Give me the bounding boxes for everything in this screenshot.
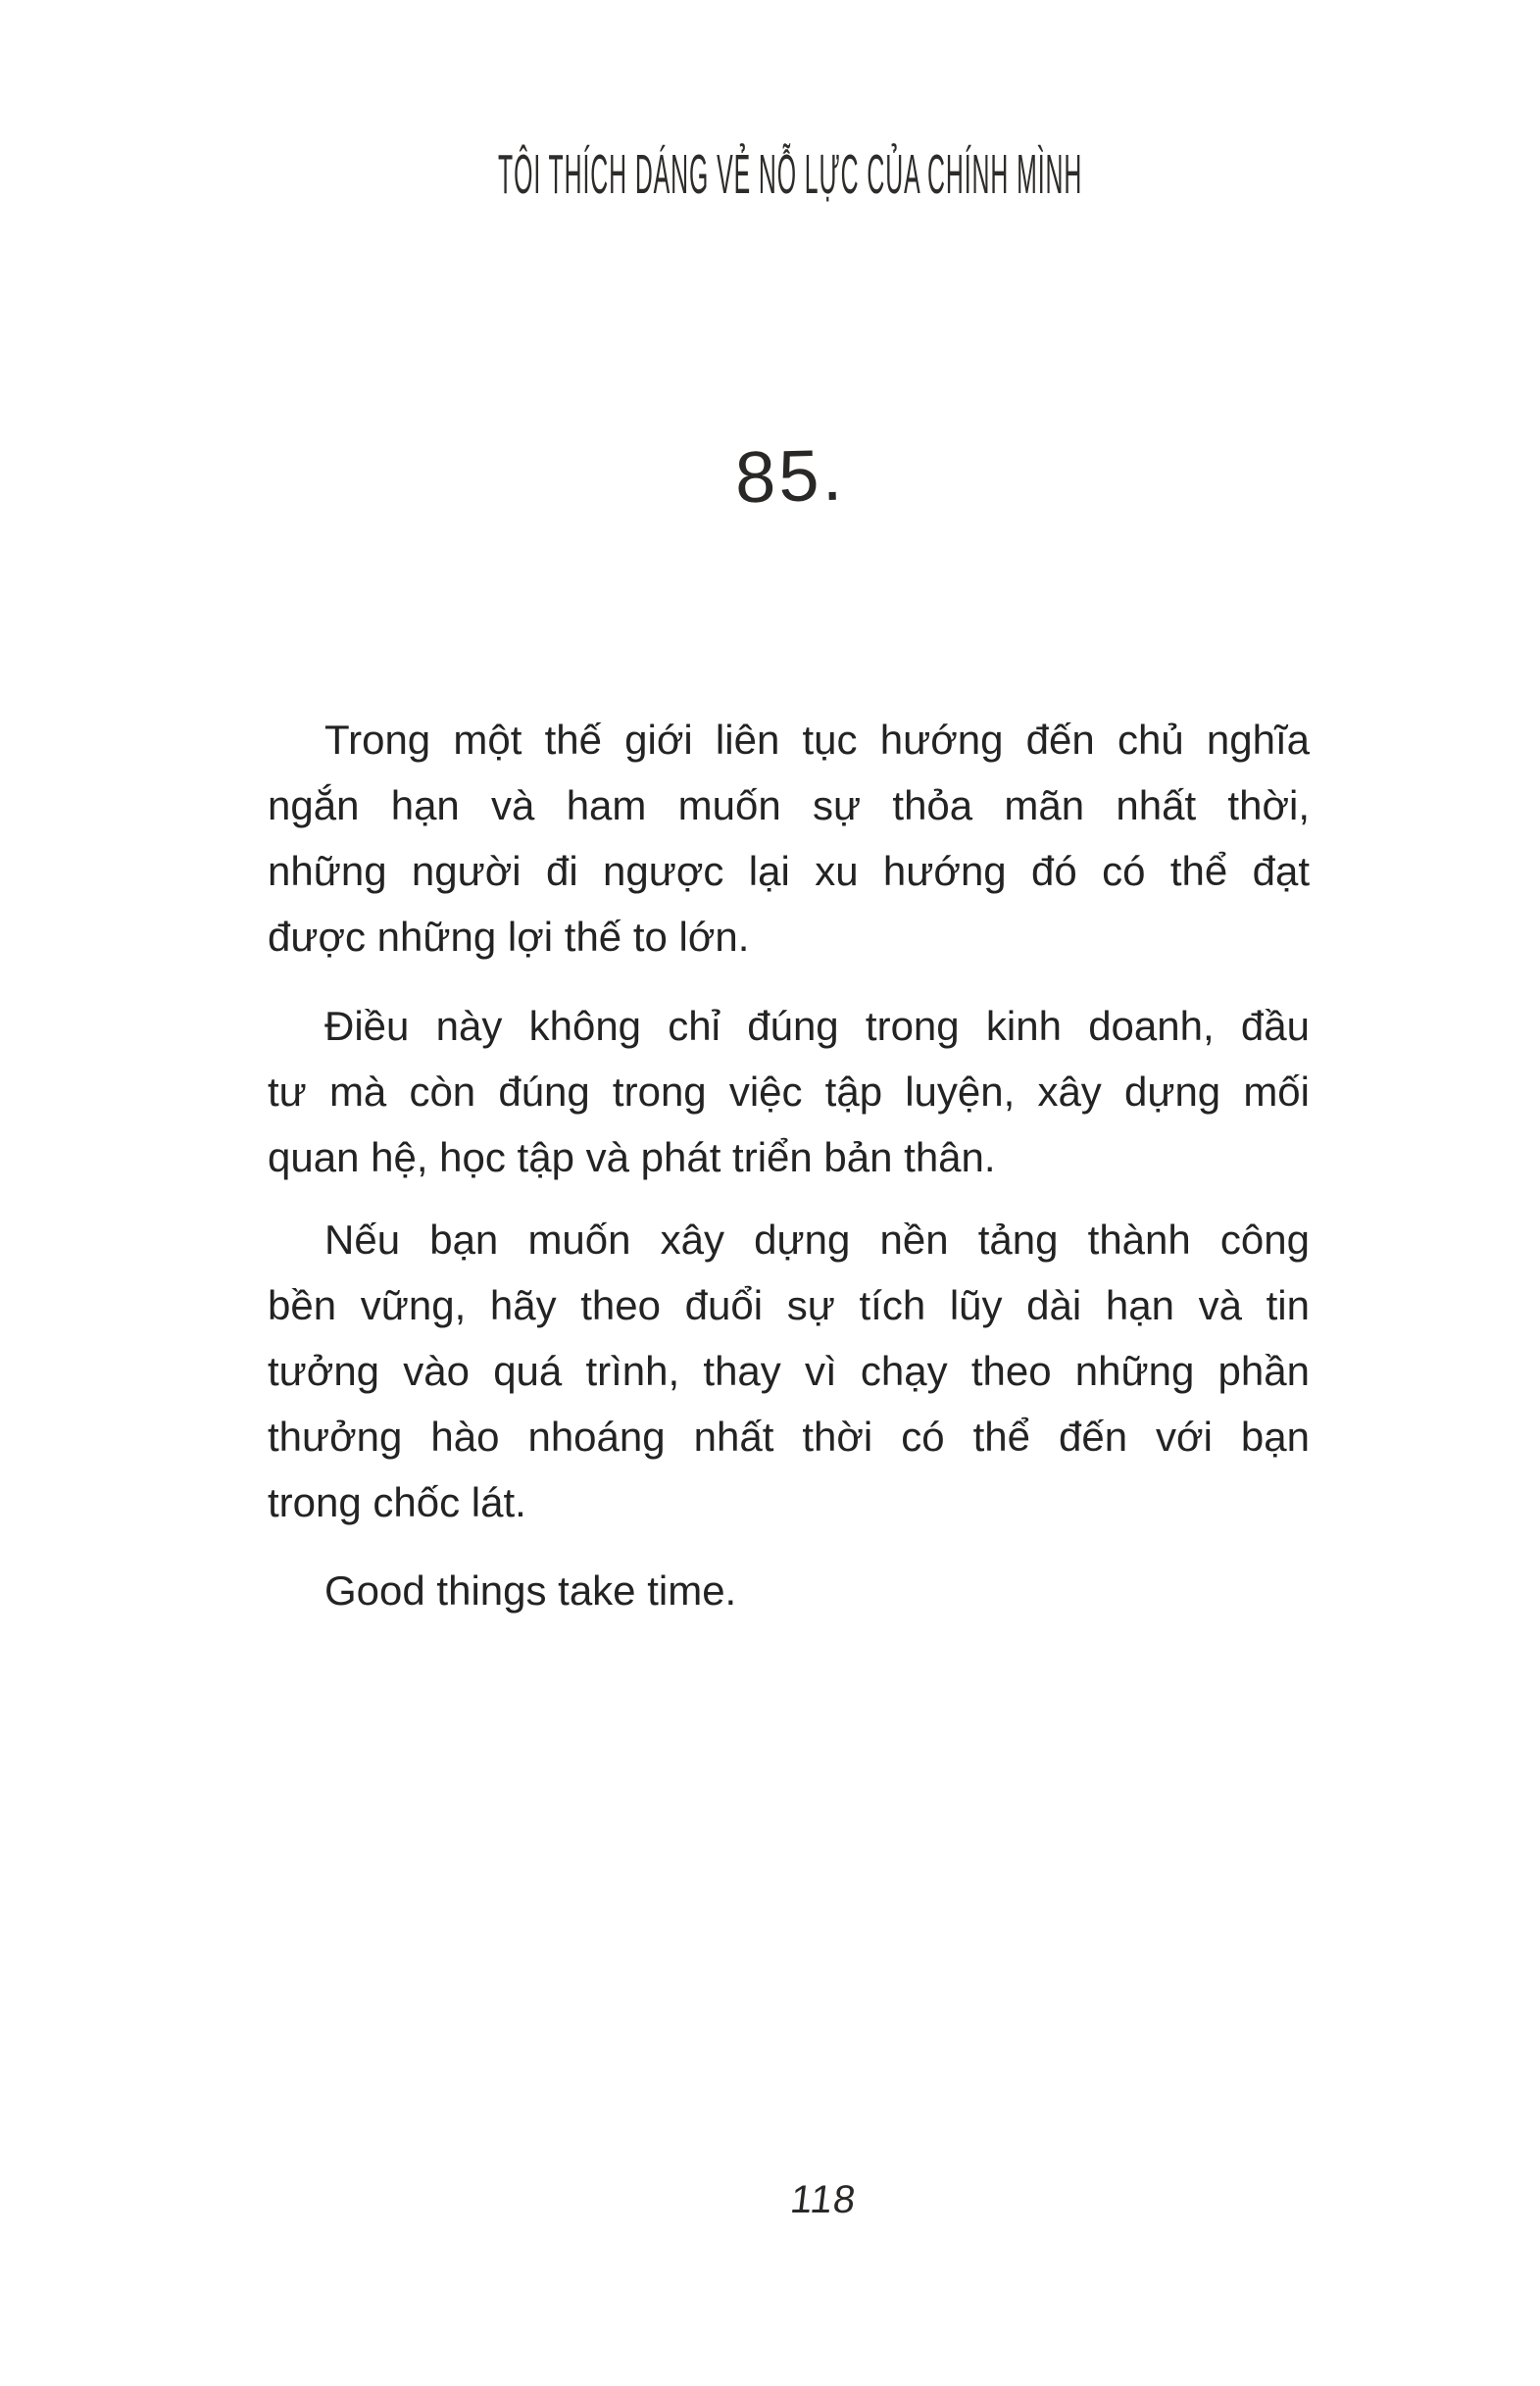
body-line: Trong một thế giới liên tục hướng đến chủ nghĩa xyxy=(324,717,1310,763)
paragraph xyxy=(268,1558,1310,1623)
paragraph xyxy=(268,1207,1310,1535)
body-line: Điều này không chỉ đúng trong kinh doanh, đầu xyxy=(324,1003,1310,1049)
body-line: tưởng vào quá trình, thay vì chạy theo những phần xyxy=(268,1348,1310,1394)
running-header xyxy=(40,143,1540,206)
body-line: bền vững, hãy theo đuổi sự tích lũy dài hạn và tin xyxy=(268,1282,1310,1328)
body-line: những người đi ngược lại xu hướng đó có thể đạt xyxy=(268,848,1310,894)
body-line: ngắn hạn và ham muốn sự thỏa mãn nhất thời, xyxy=(268,782,1310,828)
body-line: được những lợi thế to lớn. xyxy=(268,914,750,960)
body-line: quan hệ, học tập và phát triển bản thân. xyxy=(268,1134,996,1180)
body-text xyxy=(268,707,1310,1623)
page-number: 118 xyxy=(787,2178,860,2221)
body-line: thưởng hào nhoáng nhất thời có thể đến với bạn xyxy=(268,1414,1310,1460)
running-header-text: TÔI THÍCH DÁNG VẺ NỖ LỰC CỦA CHÍNH MÌNH xyxy=(497,143,1083,206)
body-line: Good things take time. xyxy=(324,1567,737,1614)
body-line: trong chốc lát. xyxy=(268,1479,526,1525)
paragraph xyxy=(268,707,1310,969)
paragraph xyxy=(268,993,1310,1190)
body-line: Nếu bạn muốn xây dựng nền tảng thành công xyxy=(324,1217,1310,1263)
chapter-number-text: 85. xyxy=(733,433,846,519)
chapter-number xyxy=(40,433,1540,519)
body-line: tư mà còn đúng trong việc tập luyện, xây dựng mối xyxy=(268,1069,1310,1115)
